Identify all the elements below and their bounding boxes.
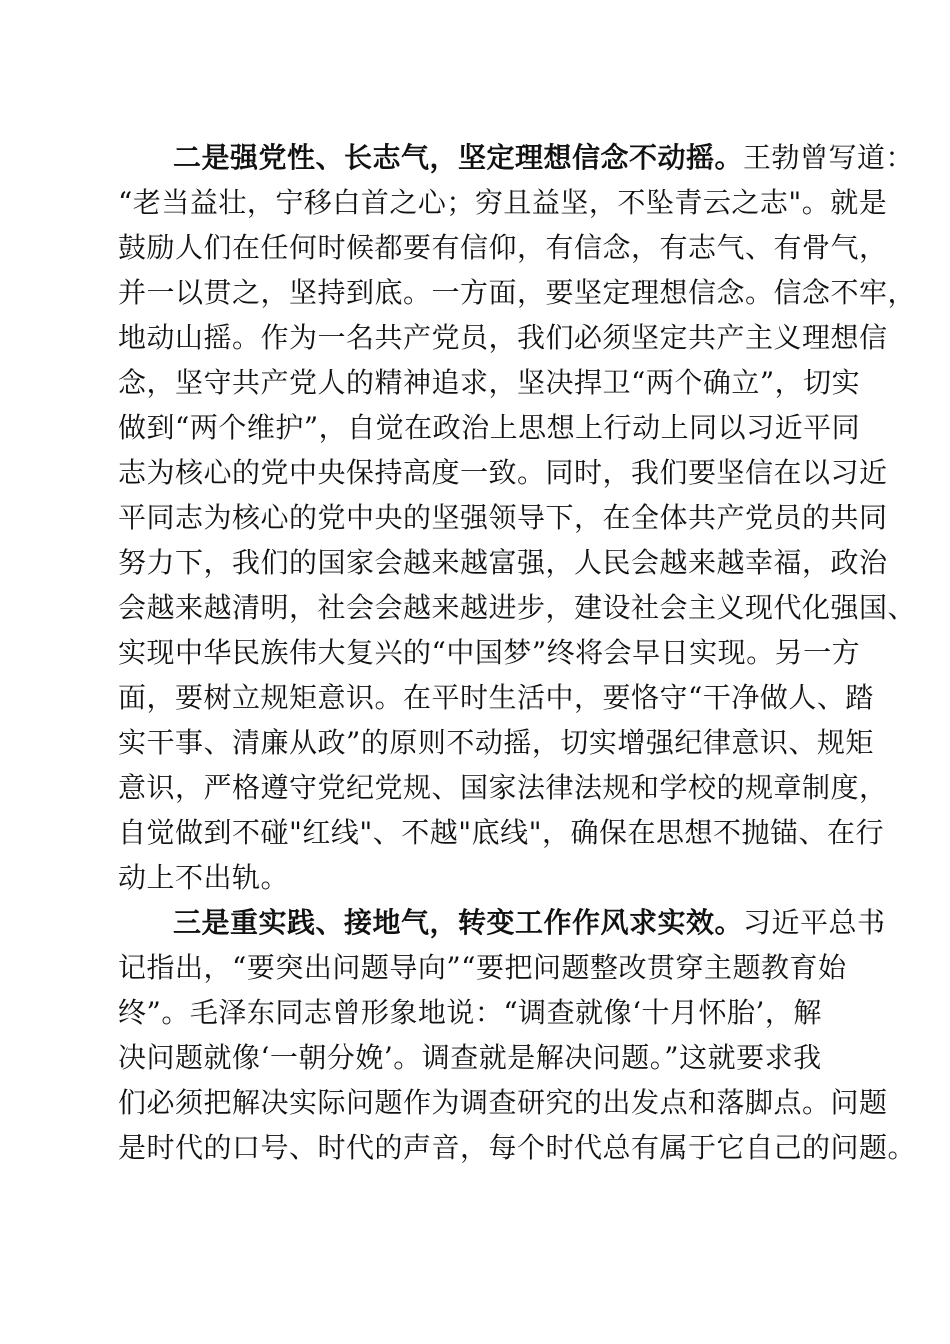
paragraph-2-line: 记指出，“要突出问题导向”“要把问题整改贯穿主题教育始 <box>118 951 847 984</box>
paragraph-1-lead: 二是强党性、长志气，坚定理想信念不动摇。 <box>173 141 744 174</box>
paragraph-1-first-line-rest: 王勃曾写道： <box>743 141 915 174</box>
paragraph-1-line: 志为核心的党中央保持高度一致。同时，我们要坚信在以习近 <box>118 456 888 489</box>
paragraph-2-first-line-rest: 习近平总书 <box>743 906 886 939</box>
paragraph-2-lead: 三是重实践、接地气，转变工作作风求实效。 <box>173 906 744 939</box>
paragraph-1-line: 意识，严格遵守党纪党规、国家法律法规和学校的规章制度， <box>118 771 888 804</box>
paragraph-1-first-line <box>173 136 914 180</box>
paragraph-2-first-line <box>173 901 886 945</box>
paragraph-1-line: 实干事、清廉从政”的原则不动摇，切实增强纪律意识、规矩 <box>118 726 874 759</box>
paragraph-1-line: 努力下，我们的国家会越来越富强，人民会越来越幸福，政治 <box>118 546 888 579</box>
paragraph-1-line: 做到“两个维护”，自觉在政治上思想上行动上同以习近平同 <box>118 411 861 444</box>
paragraph-2-line: 是时代的口号、时代的声音，每个时代总有属于它自己的问题。 <box>118 1131 917 1164</box>
paragraph-1-line: 实现中华民族伟大复兴的“中国梦”终将会早日实现。另一方 <box>118 636 861 669</box>
paragraph-2-line: 们必须把解决实际问题作为调查研究的出发点和落脚点。问题 <box>118 1086 888 1119</box>
paragraph-1-line: 自觉做到不碰"红线"、不越"底线"，确保在思想不抛锚、在行 <box>118 816 885 849</box>
paragraph-1-line: 动上不出轨。 <box>118 861 290 894</box>
paragraph-2-line: 决问题就像‘一朝分娩’。调查就是解决问题。”这就要求我 <box>118 1041 822 1074</box>
paragraph-1-line: 面，要树立规矩意识。在平时生活中，要恪守“干净做人、踏 <box>118 681 874 714</box>
paragraph-1-line: 鼓励人们在任何时候都要有信仰，有信念，有志气、有骨气， <box>118 231 888 264</box>
paragraph-1-line: 地动山摇。作为一名共产党员，我们必须坚定共产主义理想信 <box>118 321 888 354</box>
paragraph-1-line: 会越来越清明，社会会越来越进步，建设社会主义现代化强国、 <box>118 591 917 624</box>
paragraph-1-line: 念，坚守共产党人的精神追求，坚决捍卫“两个确立”，切实 <box>118 366 861 399</box>
paragraph-2-line: 终”。毛泽东同志曾形象地说：“调查就像‘十月怀胎’，解 <box>118 996 822 1029</box>
paragraph-1-line: 并一以贯之，坚持到底。一方面，要坚定理想信念。信念不牢， <box>118 276 917 309</box>
paragraph-1-line: 平同志为核心的党中央的坚强领导下，在全体共产党员的共同 <box>118 501 888 534</box>
paragraph-1-line: “老当益壮，宁移白首之心；穷且益坚，不坠青云之志"。就是 <box>118 186 888 219</box>
